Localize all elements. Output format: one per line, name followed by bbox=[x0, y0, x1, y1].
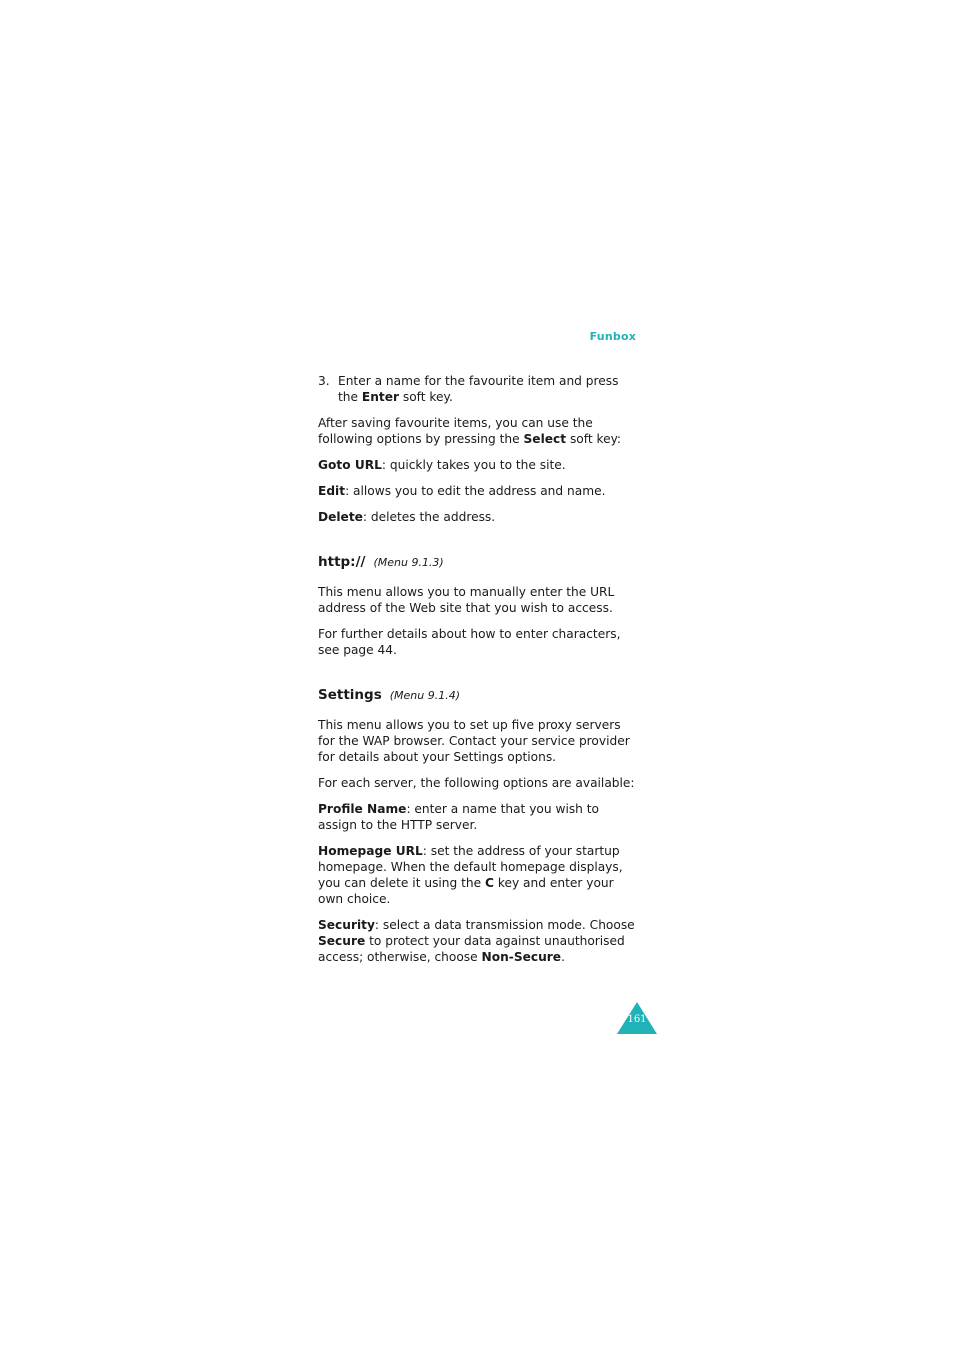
option-term: Homepage URL bbox=[318, 844, 423, 858]
option-security bbox=[318, 917, 638, 965]
secure-label: Secure bbox=[318, 934, 366, 948]
step-number: 3. bbox=[318, 374, 330, 388]
menu-reference: (Menu 9.1.4) bbox=[389, 689, 461, 702]
after-saving-paragraph bbox=[318, 415, 638, 447]
menu-reference: (Menu 9.1.3) bbox=[373, 556, 444, 569]
settings-paragraph-1: This menu allows you to set up five proxy servers for the WAP browser. Contact your service provider for details about your Settings options. bbox=[318, 718, 630, 764]
heading-title: http:// bbox=[318, 554, 366, 570]
http-heading bbox=[318, 553, 638, 572]
option-term: Security bbox=[318, 918, 375, 932]
option-term: Profile Name bbox=[318, 802, 407, 816]
option-desc: : deletes the address. bbox=[362, 510, 496, 524]
enter-key-label: Enter bbox=[361, 390, 399, 404]
select-key-label: Select bbox=[523, 432, 567, 446]
option-term: Goto URL bbox=[318, 458, 382, 472]
option-desc: : quickly takes you to the site. bbox=[381, 458, 566, 472]
page-number: 161 bbox=[627, 1014, 647, 1025]
step-3 bbox=[318, 373, 638, 405]
option-homepage-url bbox=[318, 843, 638, 907]
option-term: Edit bbox=[318, 484, 346, 498]
step-text-part: Enter a name for the favourite item and press the bbox=[338, 374, 619, 404]
option-desc: : allows you to edit the address and name. bbox=[345, 484, 606, 498]
settings-heading bbox=[318, 686, 638, 705]
http-paragraph-2: For further details about how to enter characters, see page 44. bbox=[318, 627, 621, 657]
text-part: soft key: bbox=[566, 432, 622, 446]
step-text bbox=[338, 373, 638, 405]
heading-title: Settings bbox=[318, 687, 382, 703]
section-header: Funbox bbox=[589, 330, 636, 343]
page-content bbox=[318, 373, 638, 975]
http-paragraph-1: This menu allows you to manually enter the URL address of the Web site that you wish to access. bbox=[318, 585, 615, 615]
option-desc: to protect your data against unauthorised access; otherwise, choose bbox=[318, 934, 625, 964]
non-secure-label: Non-Secure bbox=[481, 950, 562, 964]
option-desc: key and enter your own choice. bbox=[318, 876, 614, 906]
option-desc: : enter a name that you wish to assign to the HTTP server. bbox=[318, 802, 600, 832]
option-profile-name bbox=[318, 801, 638, 833]
option-goto-url bbox=[318, 457, 638, 473]
c-key-label: C bbox=[485, 876, 494, 890]
option-term: Delete bbox=[318, 510, 363, 524]
option-desc: : set the address of your startup homepage. When the default homepage displays, you can delete it using the bbox=[318, 844, 623, 890]
option-edit bbox=[318, 483, 638, 499]
option-delete bbox=[318, 509, 638, 525]
settings-paragraph-2: For each server, the following options are available: bbox=[318, 776, 635, 790]
option-desc: : select a data transmission mode. Choose bbox=[374, 918, 635, 932]
text-part: After saving favourite items, you can use the following options by pressing the bbox=[318, 416, 593, 446]
step-text-part: soft key. bbox=[399, 390, 453, 404]
page-number-badge bbox=[617, 1002, 657, 1034]
option-desc: . bbox=[561, 950, 565, 964]
